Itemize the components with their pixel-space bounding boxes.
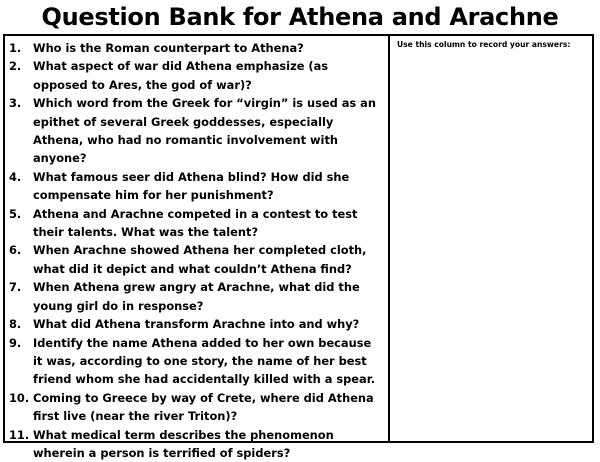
question-item [5,389,388,426]
question-text: When Arachne showed Athena her completed cloth, what did it depict and what couldn’t Athena find? [33,243,367,276]
question-number: 3. [9,96,22,111]
question-number: 6. [9,243,22,258]
question-item [5,334,388,389]
question-text: What famous seer did Athena blind? How did she compensate him for her punishment? [33,169,350,203]
question-text: Identify the name Athena added to her own because it was, according to one story, the name of her best friend whom she had accidentally killed with a spear. [33,335,376,387]
question-number: 10. [9,390,30,405]
question-number: 2. [9,59,22,74]
question-number: 1. [9,41,22,55]
question-number: 11. [9,427,30,442]
answer-column-header: Use this column to record your answers: [397,40,571,49]
column-divider [388,36,390,441]
question-number: 9. [9,335,22,350]
question-item [5,57,388,94]
question-text: Who is the Roman counterpart to Athena? [33,41,304,55]
question-item [5,205,388,242]
question-item [5,168,388,205]
question-text: Coming to Greece by way of Crete, where did Athena first live (near the river Triton)? [33,390,374,424]
question-text: What did Athena transform Arachne into and why? [33,317,360,332]
page-title: Question Bank for Athena and Arachne [41,3,559,31]
question-number: 8. [9,317,22,332]
question-item [5,426,388,462]
question-item [5,241,388,278]
question-number: 5. [9,206,22,221]
question-number: 7. [9,280,22,295]
question-text: What aspect of war did Athena emphasize (as opposed to Ares, the god of war)? [33,59,329,92]
question-text: When Athena grew angry at Arachne, what did the young girl do in response? [33,280,360,313]
question-item [5,315,388,333]
question-item [5,94,388,168]
question-table [3,34,594,460]
questions-list [5,39,388,462]
question-number: 4. [9,169,22,184]
question-text: Which word from the Greek for “virgin” is used as an epithet of several Greek goddesses, especially Athena, who had no romantic involvement with anyone? [33,96,376,166]
question-item [5,39,388,57]
question-text: Athena and Arachne competed in a contest to test their talents. What was the talent? [33,206,358,240]
question-item [5,278,388,315]
question-text: What medical term describes the phenomenon wherein a person is terrified of spiders? [33,427,334,460]
